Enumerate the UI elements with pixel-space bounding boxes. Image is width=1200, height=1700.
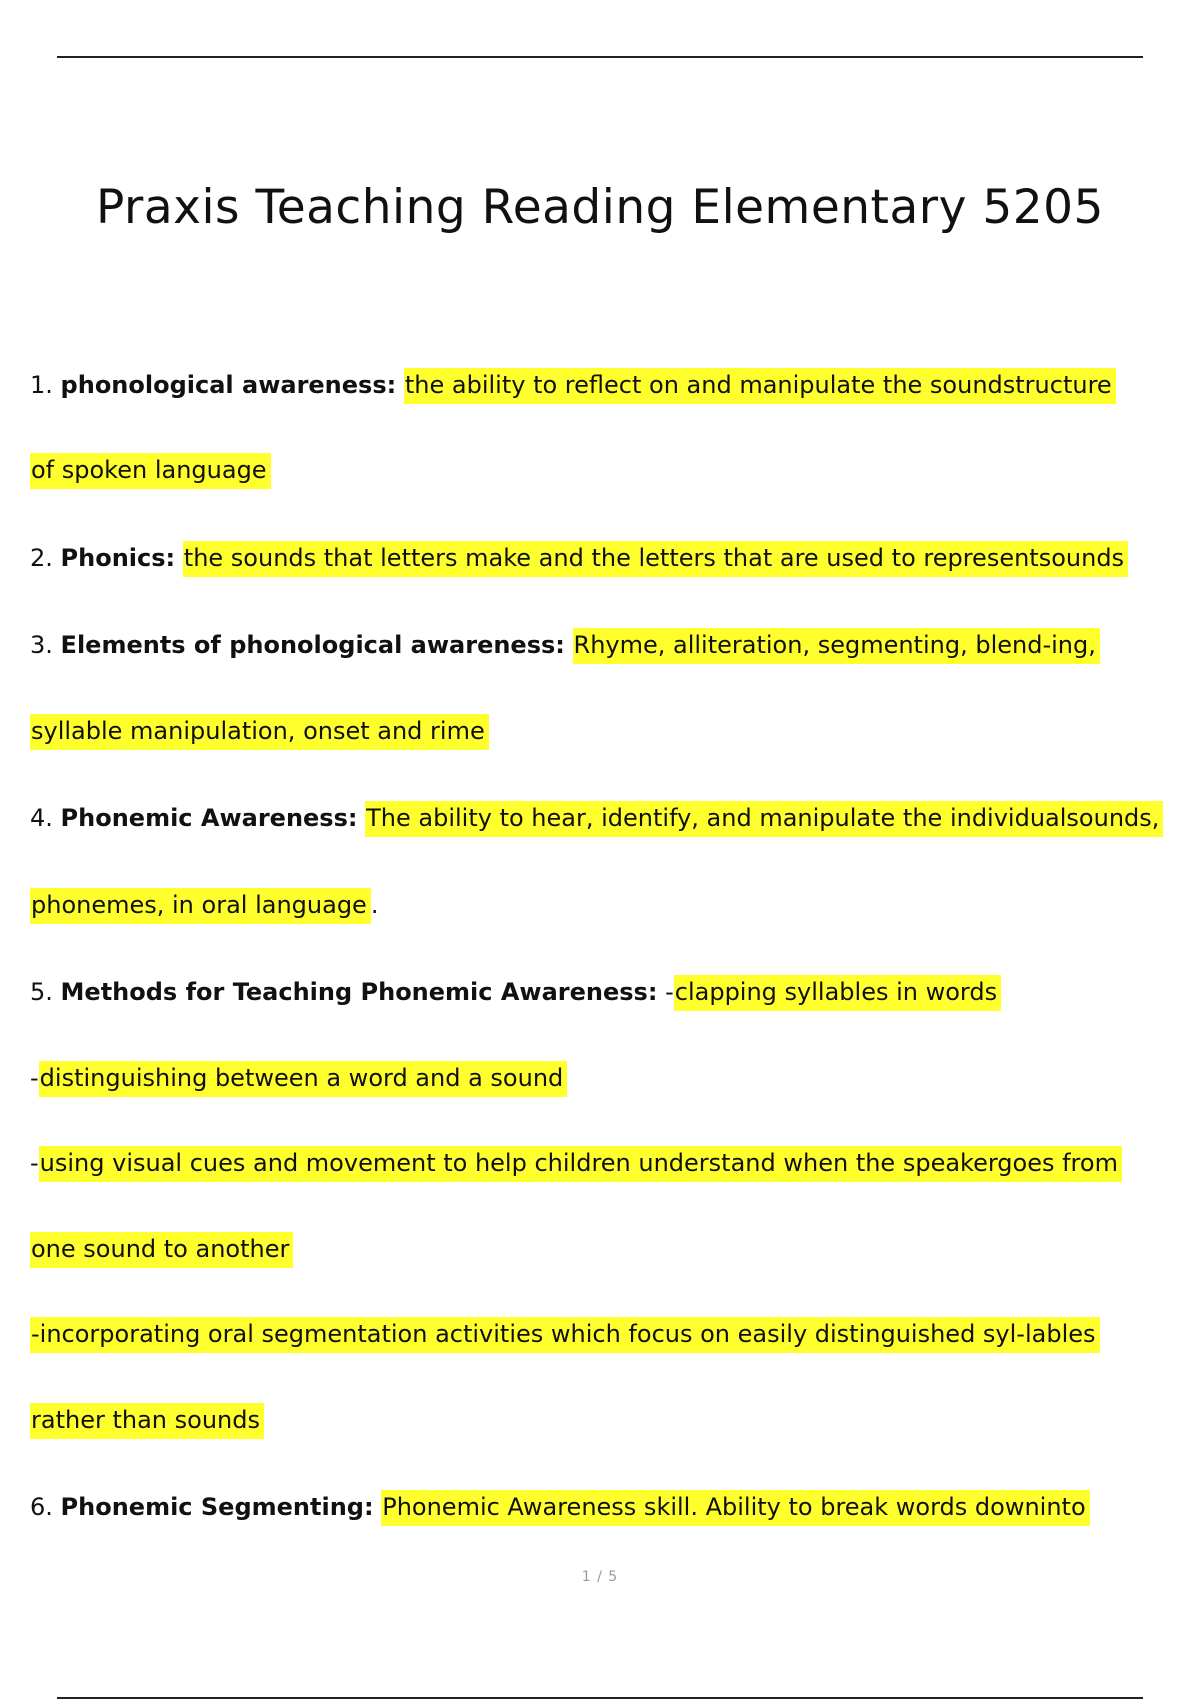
method-item-3: using visual cues and movement to help children understand when the speakergoes from bbox=[39, 1146, 1122, 1182]
page-title: Praxis Teaching Reading Elementary 5205 bbox=[96, 180, 1104, 235]
entry-term: Elements of phonological awareness: bbox=[60, 631, 565, 659]
entry-1-line-2 bbox=[30, 450, 271, 490]
entry-definition-continued: phonemes, in oral language bbox=[30, 888, 371, 924]
entry-term: Phonemic Awareness: bbox=[60, 804, 358, 832]
entry-5-line-6 bbox=[30, 1400, 264, 1440]
entry-5-line-4 bbox=[30, 1229, 293, 1269]
method-item-1: clapping syllables in words bbox=[674, 975, 1001, 1011]
list-dash: - bbox=[30, 1149, 39, 1177]
entry-number: 4. bbox=[30, 804, 53, 832]
entry-number: 3. bbox=[30, 631, 53, 659]
entry-6-line-1 bbox=[30, 1487, 1090, 1527]
method-item-4: -incorporating oral segmentation activities which focus on easily distinguished syl-lables bbox=[30, 1317, 1100, 1353]
method-item-3-continued: one sound to another bbox=[30, 1232, 293, 1268]
entry-2-line-1 bbox=[30, 538, 1128, 578]
entry-term: Phonics: bbox=[60, 544, 176, 572]
entry-definition-period: . bbox=[370, 891, 379, 919]
entry-5-line-3 bbox=[30, 1143, 1122, 1183]
entry-number: 5. bbox=[30, 978, 53, 1006]
entry-term: Phonemic Segmenting: bbox=[60, 1493, 374, 1521]
entry-5-line-1 bbox=[30, 972, 1001, 1012]
entry-definition: Rhyme, alliteration, segmenting, blend-ing, bbox=[573, 628, 1100, 664]
page-number: 1 / 5 bbox=[581, 1569, 619, 1585]
entry-definition: the ability to reflect on and manipulate the soundstructure bbox=[404, 368, 1116, 404]
top-rule bbox=[57, 56, 1143, 58]
entry-term: Methods for Teaching Phonemic Awareness: bbox=[60, 978, 658, 1006]
entry-4-line-1 bbox=[30, 798, 1163, 838]
entry-number: 6. bbox=[30, 1493, 53, 1521]
entry-number: 2. bbox=[30, 544, 53, 572]
entry-definition-continued: of spoken language bbox=[30, 453, 271, 489]
entry-5-line-2 bbox=[30, 1058, 567, 1098]
entry-4-line-2 bbox=[30, 885, 378, 925]
entry-3-line-2 bbox=[30, 711, 489, 751]
entry-term: phonological awareness: bbox=[60, 371, 397, 399]
entry-definition-continued: syllable manipulation, onset and rime bbox=[30, 714, 489, 750]
bottom-rule bbox=[57, 1697, 1143, 1699]
entry-3-line-1 bbox=[30, 625, 1100, 665]
method-item-2: distinguishing between a word and a sound bbox=[39, 1061, 568, 1097]
entry-number: 1. bbox=[30, 371, 53, 399]
list-dash: - bbox=[30, 1064, 39, 1092]
entry-1-line-1 bbox=[30, 365, 1116, 405]
entry-definition: the sounds that letters make and the letters that are used to representsounds bbox=[183, 541, 1128, 577]
list-dash: - bbox=[665, 978, 674, 1006]
entry-definition: The ability to hear, identify, and manipulate the individualsounds, bbox=[365, 801, 1163, 837]
method-item-4-continued: rather than sounds bbox=[30, 1403, 264, 1439]
entry-definition: Phonemic Awareness skill. Ability to break words downinto bbox=[381, 1490, 1089, 1526]
entry-5-line-5 bbox=[30, 1314, 1100, 1354]
